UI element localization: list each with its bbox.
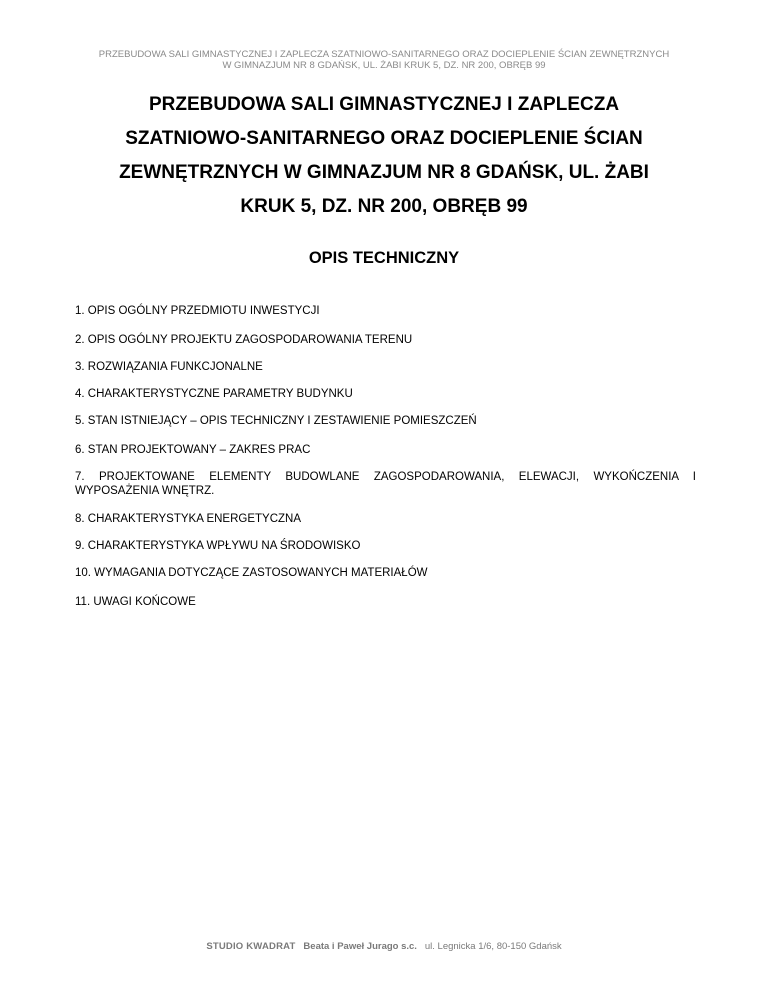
footer-owner: Beata i Paweł Jurago s.c.: [303, 941, 417, 952]
footer-address: ul. Legnicka 1/6, 80-150 Gdańsk: [424, 941, 562, 952]
toc-item-9: 9. CHARAKTERYSTYKA WPŁYWU NA ŚRODOWISKO: [75, 540, 361, 552]
toc-item-10: 10. WYMAGANIA DOTYCZĄCE ZASTOSOWANYCH MATERIAŁÓW: [75, 567, 428, 579]
toc-item-1: 1. OPIS OGÓLNY PRZEDMIOTU INWESTYCJI: [75, 305, 320, 317]
toc-item-7-line-2: WYPOSAŻENIA WNĘTRZ.: [75, 485, 215, 497]
toc-item-3: 3. ROZWIĄZANIA FUNKCJONALNE: [75, 361, 263, 373]
toc-item-5: 5. STAN ISTNIEJĄCY – OPIS TECHNICZNY I ZESTAWIENIE POMIESZCZEŃ: [75, 415, 477, 427]
footer-brand: STUDIO KWADRAT: [206, 941, 296, 952]
document-title: [60, 88, 708, 224]
toc-item-7: [75, 470, 696, 498]
running-header-line-2: W GIMNAZJUM NR 8 GDAŃSK, UL. ŻABI KRUK 5, DZ. NR 200, OBRĘB 99: [222, 60, 546, 71]
toc-item-6: 6. STAN PROJEKTOWANY – ZAKRES PRAC: [75, 444, 311, 456]
document-title-line-2: SZATNIOWO-SANITARNEGO ORAZ DOCIEPLENIE ŚCIAN: [125, 128, 643, 149]
toc-item-7-line-1: 7. PROJEKTOWANE ELEMENTY BUDOWLANE ZAGOSPODAROWANIA, ELEWACJI, WYKOŃCZENIA I: [75, 471, 696, 483]
toc-item-8: 8. CHARAKTERYSTYKA ENERGETYCZNA: [75, 513, 302, 525]
running-header: [60, 49, 708, 71]
toc-item-11: 11. UWAGI KOŃCOWE: [75, 596, 196, 608]
toc-item-4: 4. CHARAKTERYSTYCZNE PARAMETRY BUDYNKU: [75, 388, 353, 400]
document-title-line-3: ZEWNĘTRZNYCH W GIMNAZJUM NR 8 GDAŃSK, UL. ŻABI: [119, 162, 649, 183]
document-title-line-4: KRUK 5, DZ. NR 200, OBRĘB 99: [240, 196, 528, 217]
document-subtitle: OPIS TECHNICZNY: [308, 249, 460, 267]
toc-item-2: 2. OPIS OGÓLNY PROJEKTU ZAGOSPODAROWANIA TERENU: [75, 334, 413, 346]
running-header-line-1: PRZEBUDOWA SALI GIMNASTYCZNEJ I ZAPLECZA SZATNIOWO-SANITARNEGO ORAZ DOCIEPLENIE ŚCIAN ZEWNĘTRZNYCH: [98, 49, 670, 60]
document-title-line-1: PRZEBUDOWA SALI GIMNASTYCZNEJ I ZAPLECZA: [148, 94, 620, 115]
page-footer: [0, 941, 768, 952]
